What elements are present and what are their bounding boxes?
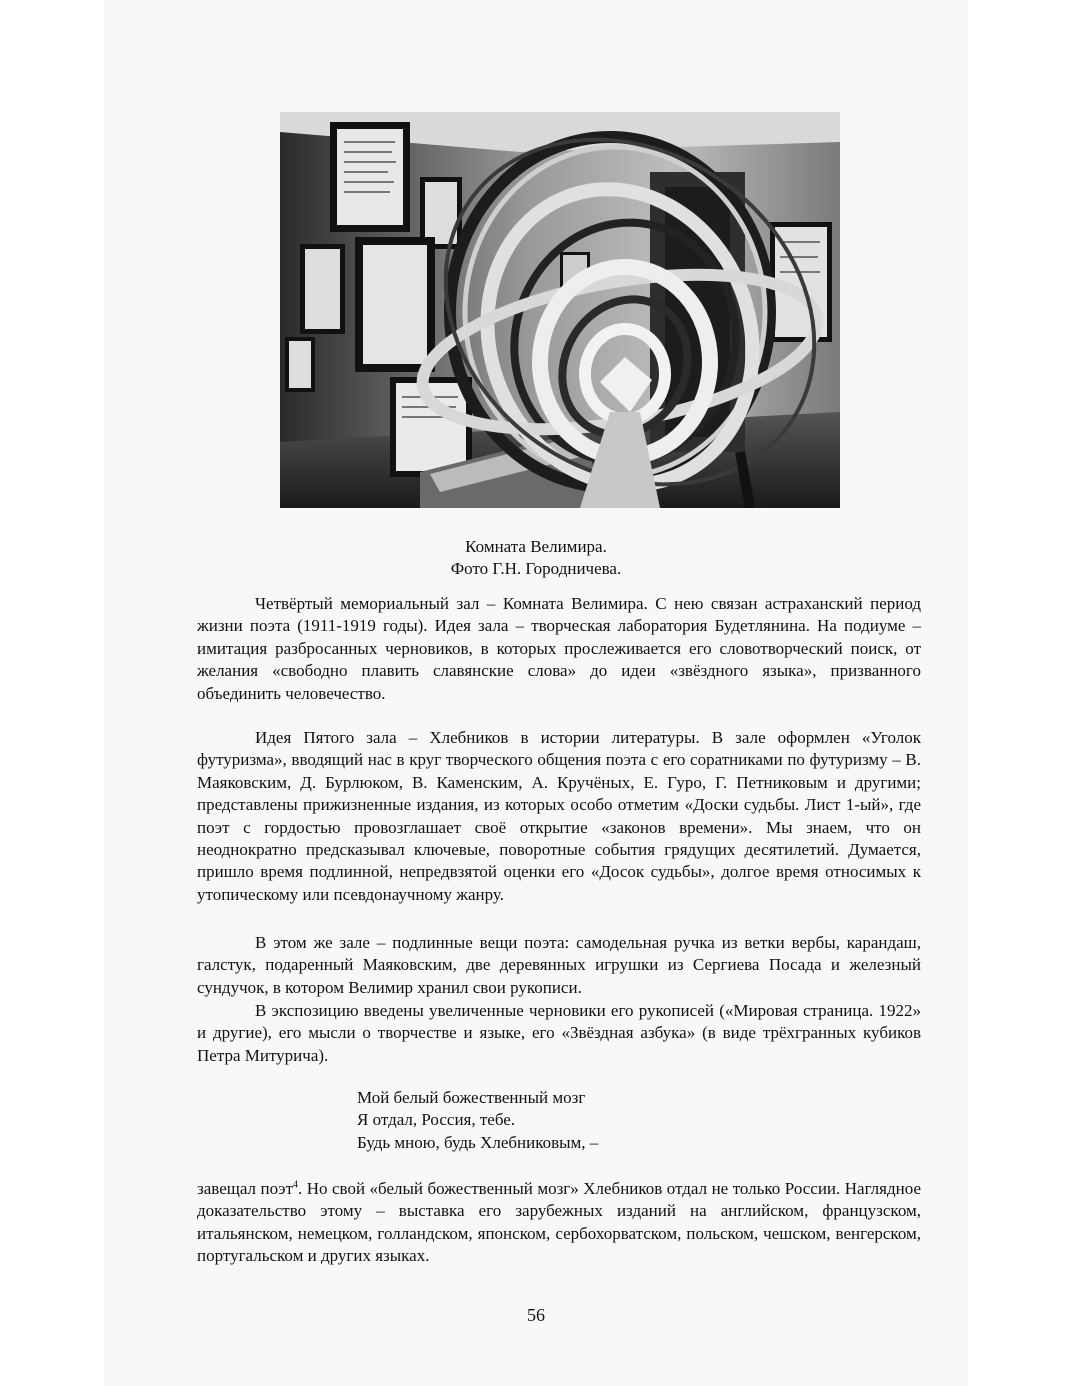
poem-line-2: Я отдал, Россия, тебе. bbox=[357, 1110, 516, 1130]
page-number: 56 bbox=[527, 1305, 545, 1325]
paragraph-5-start: завещал поэт bbox=[197, 1179, 294, 1198]
scan-margin-right bbox=[968, 0, 1071, 1386]
poem-quote bbox=[357, 1087, 857, 1154]
caption-line-1: Комната Велимира. bbox=[465, 537, 607, 556]
paragraph-5 bbox=[197, 1178, 921, 1268]
scan-margin-left bbox=[0, 0, 104, 1386]
paragraph-4: В экспозицию введены увеличенные черновики его рукописей («Мировая страница. 1922» и другие), его мысли о творчестве и языке, его «Звёздная азбука» (в виде трёхгранных кубиков Петра Митурича). bbox=[197, 1001, 921, 1065]
paragraph-5-rest: . Но свой «белый божественный мозг» Хлебников отдал не только России. Наглядное доказательство этому – выставка его зарубежных изданий на английском, французском, итальянском, немецком, голландском, японском, сербохорватском, польском, чешском, венгерском, португальском и других языках. bbox=[197, 1179, 921, 1266]
poem-line-3: Будь мною, будь Хлебниковым, – bbox=[357, 1132, 599, 1152]
footnote-marker: 4 bbox=[293, 1179, 299, 1191]
caption-line-2: Фото Г.Н. Городничева. bbox=[450, 559, 622, 578]
paragraph-3: В этом же зале – подлинные вещи поэта: самодельная ручка из ветки вербы, карандаш, галстук, подаренный Маяковским, две деревянных игрушки из Сергиева Посада и железный сундучок, в котором Велимир хранил свои рукописи. bbox=[197, 933, 921, 997]
exhibition-room-photo bbox=[280, 112, 840, 508]
poem-line-1: Мой белый божественный мозг bbox=[357, 1088, 586, 1107]
paragraph-1: Четвёртый мемориальный зал – Комната Велимира. С нею связан астраханский период жизни поэта (1911-1919 годы). Идея зала – творческая лаборатория Будетлянина. На подиуме – имитация разбросанных черновиков, в которых прослеживается его словотворческий поиск, от желания «свободно плавить славянские слова» до идеи «звёздного языка», призванного объединить человечество. bbox=[197, 594, 921, 703]
paragraph-2: Идея Пятого зала – Хлебников в истории литературы. В зале оформлен «Уголок футуризма», вводящий нас в круг творческого общения поэта с его соратниками по футуризму – В. Маяковским, Д. Бурлюком, В. Каменским, А. Кручёных, Е. Гуро, Г. Петниковым и другими; представлены прижизненные издания, из которых особо отметим «Доски судьбы. Лист 1-ый», где поэт с гордостью провозглашает своё открытие «законов времени». Мы знаем, что он неоднократно предсказывал ключевые, поворотные события грядущих десятилетий. Думается, пришло время подлинной, непредвзятой оценки его «Досок судьбы», долгое время относимых к утопическому или псевдонаучному жанру. bbox=[197, 728, 921, 904]
photo-caption bbox=[104, 536, 968, 580]
